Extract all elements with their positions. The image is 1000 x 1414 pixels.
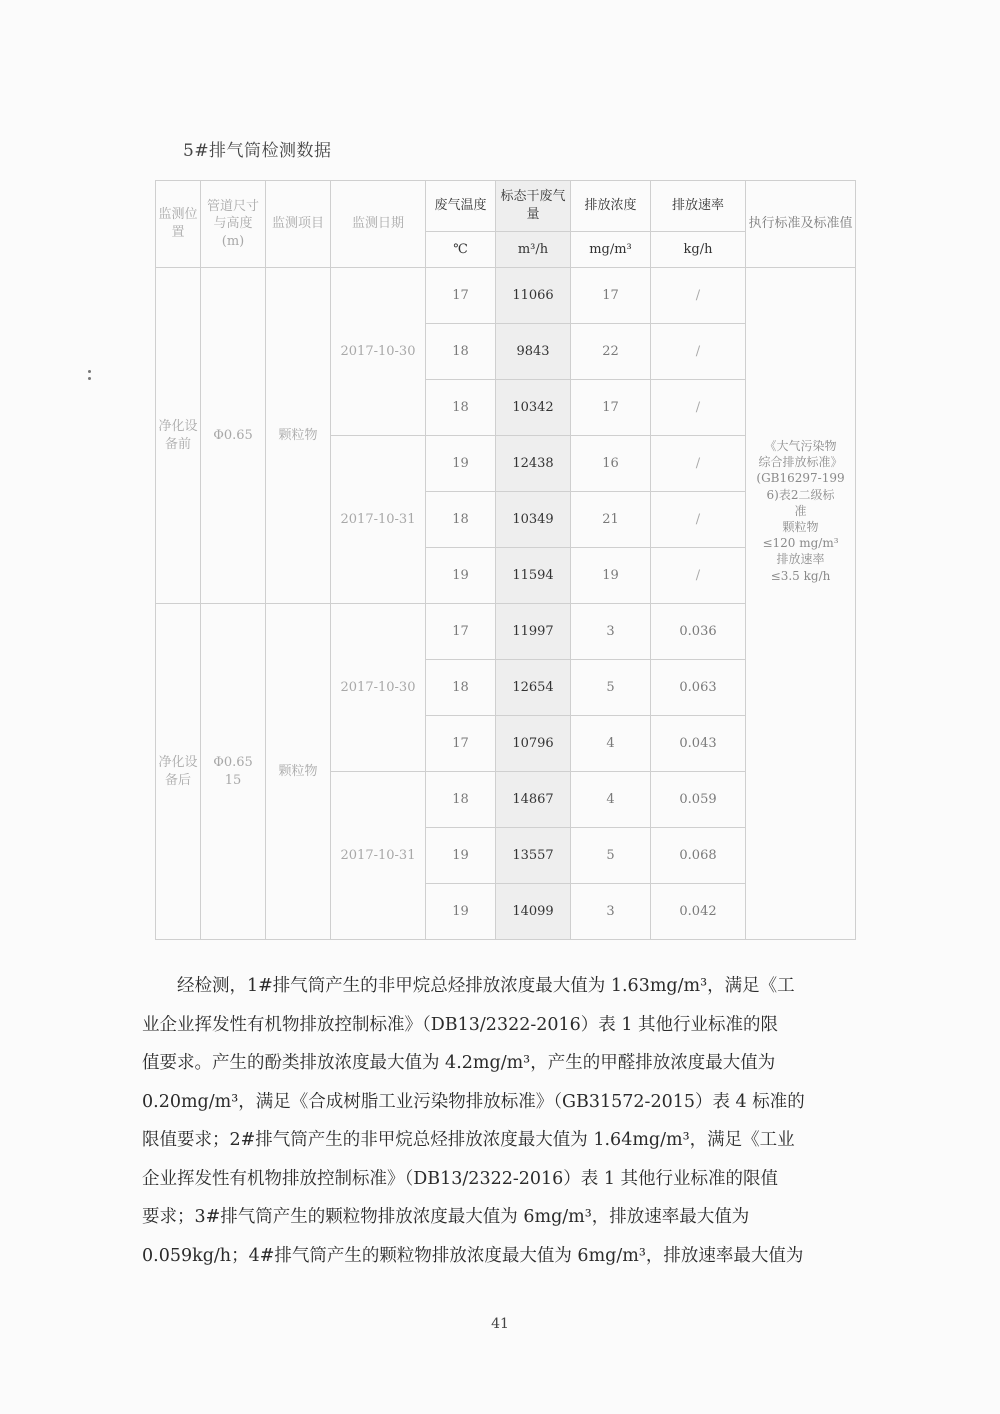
- cell-temp: 19: [426, 884, 496, 940]
- cell-flow: 10349: [496, 492, 571, 548]
- cell-pipe: Φ0.65: [201, 268, 266, 604]
- cell-flow: 11066: [496, 268, 571, 324]
- table-caption: 5#排气筒检测数据: [183, 141, 332, 161]
- cell-temp: 17: [426, 268, 496, 324]
- paragraph-line: 值要求。产生的酚类排放浓度最大值为 4.2mg/m³，产生的甲醛排放浓度最大值为: [142, 1053, 776, 1073]
- cell-rate: /: [651, 324, 746, 380]
- cell-pipe: Φ0.65 15: [201, 604, 266, 940]
- cell-temp: 18: [426, 324, 496, 380]
- cell-conc: 17: [571, 380, 651, 436]
- cell-conc: 21: [571, 492, 651, 548]
- cell-item: 颗粒物: [266, 268, 331, 604]
- header-flow: 标态干废气量: [496, 181, 571, 232]
- scan-speck: [88, 370, 91, 373]
- cell-conc: 5: [571, 828, 651, 884]
- cell-temp: 19: [426, 548, 496, 604]
- cell-flow: 11594: [496, 548, 571, 604]
- header-pipe: 管道尺寸与高度(m): [201, 181, 266, 268]
- cell-date: 2017-10-31: [331, 772, 426, 940]
- cell-flow: 14867: [496, 772, 571, 828]
- header-conc: 排放浓度: [571, 181, 651, 232]
- paragraph-line: 经检测，1#排气筒产生的非甲烷总烃排放浓度最大值为 1.63mg/m³，满足《工: [142, 976, 795, 996]
- unit-temp: ℃: [426, 232, 496, 268]
- paragraph-line: 限值要求；2#排气筒产生的非甲烷总烃排放浓度最大值为 1.64mg/m³，满足《工业: [142, 1130, 795, 1150]
- conclusion-paragraph: [142, 967, 867, 1275]
- cell-conc: 19: [571, 548, 651, 604]
- cell-temp: 18: [426, 772, 496, 828]
- scan-speck: [88, 377, 91, 380]
- cell-rate: 0.036: [651, 604, 746, 660]
- cell-standard: [746, 268, 856, 940]
- cell-conc: 16: [571, 436, 651, 492]
- cell-date: 2017-10-31: [331, 436, 426, 604]
- standard-line: 6)表2二级标: [766, 487, 835, 502]
- cell-temp: 19: [426, 828, 496, 884]
- standard-line: 准: [794, 503, 807, 518]
- cell-item: 颗粒物: [266, 604, 331, 940]
- cell-flow: 14099: [496, 884, 571, 940]
- paragraph-line: 0.20mg/m³，满足《合成树脂工业污染物排放标准》（GB31572-2015）表 4 标准的: [142, 1091, 805, 1112]
- cell-flow: 13557: [496, 828, 571, 884]
- header-temp: 废气温度: [426, 181, 496, 232]
- cell-conc: 3: [571, 604, 651, 660]
- monitoring-data-table: [155, 180, 856, 940]
- standard-line: 颗粒物: [782, 519, 819, 534]
- paragraph-line: 要求；3#排气筒产生的颗粒物排放浓度最大值为 6mg/m³，排放速率最大值为: [142, 1207, 750, 1227]
- cell-flow: 10796: [496, 716, 571, 772]
- cell-rate: 0.059: [651, 772, 746, 828]
- cell-rate: /: [651, 436, 746, 492]
- cell-flow: 12654: [496, 660, 571, 716]
- cell-conc: 4: [571, 716, 651, 772]
- cell-conc: 17: [571, 268, 651, 324]
- header-date: 监测日期: [331, 181, 426, 268]
- cell-flow: 10342: [496, 380, 571, 436]
- header-rate: 排放速率: [651, 181, 746, 232]
- cell-rate: 0.042: [651, 884, 746, 940]
- cell-temp: 18: [426, 380, 496, 436]
- standard-line: 《大气污染物: [764, 439, 837, 453]
- cell-date: 2017-10-30: [331, 268, 426, 436]
- cell-date: 2017-10-30: [331, 604, 426, 772]
- standard-line: 排放速率: [776, 552, 825, 567]
- cell-rate: /: [651, 548, 746, 604]
- cell-temp: 17: [426, 604, 496, 660]
- cell-rate: /: [651, 380, 746, 436]
- paragraph-line: 企业挥发性有机物排放控制标准》（DB13/2322-2016）表 1 其他行业标准的限值: [142, 1168, 779, 1189]
- header-item: 监测项目: [266, 181, 331, 268]
- paragraph-line: 业企业挥发性有机物排放控制标准》（DB13/2322-2016）表 1 其他行业标准的限: [142, 1014, 779, 1035]
- cell-flow: 11997: [496, 604, 571, 660]
- cell-temp: 18: [426, 660, 496, 716]
- cell-conc: 22: [571, 324, 651, 380]
- unit-conc: mg/m³: [571, 232, 651, 268]
- paragraph-line: 0.059kg/h；4#排气筒产生的颗粒物排放浓度最大值为 6mg/m³，排放速率最大值为: [142, 1245, 804, 1266]
- header-location: 监测位置: [156, 181, 201, 268]
- unit-flow: m³/h: [496, 232, 571, 268]
- cell-rate: /: [651, 492, 746, 548]
- cell-rate: 0.068: [651, 828, 746, 884]
- page-number: 41: [491, 1316, 509, 1332]
- cell-rate: /: [651, 268, 746, 324]
- cell-conc: 3: [571, 884, 651, 940]
- standard-line: ≤3.5 kg/h: [770, 568, 831, 583]
- standard-line: ≤120 mg/m³: [762, 536, 839, 551]
- cell-location: 净化设备后: [156, 604, 201, 940]
- table-row: [156, 268, 856, 324]
- cell-flow: 12438: [496, 436, 571, 492]
- standard-line: 综合排放标准》: [758, 455, 843, 470]
- cell-rate: 0.043: [651, 716, 746, 772]
- header-standard: 执行标准及标准值: [746, 181, 856, 268]
- cell-conc: 5: [571, 660, 651, 716]
- cell-rate: 0.063: [651, 660, 746, 716]
- unit-rate: kg/h: [651, 232, 746, 268]
- cell-temp: 17: [426, 716, 496, 772]
- cell-temp: 19: [426, 436, 496, 492]
- cell-flow: 9843: [496, 324, 571, 380]
- cell-location: 净化设备前: [156, 268, 201, 604]
- standard-line: (GB16297-199: [756, 471, 845, 486]
- cell-conc: 4: [571, 772, 651, 828]
- cell-temp: 18: [426, 492, 496, 548]
